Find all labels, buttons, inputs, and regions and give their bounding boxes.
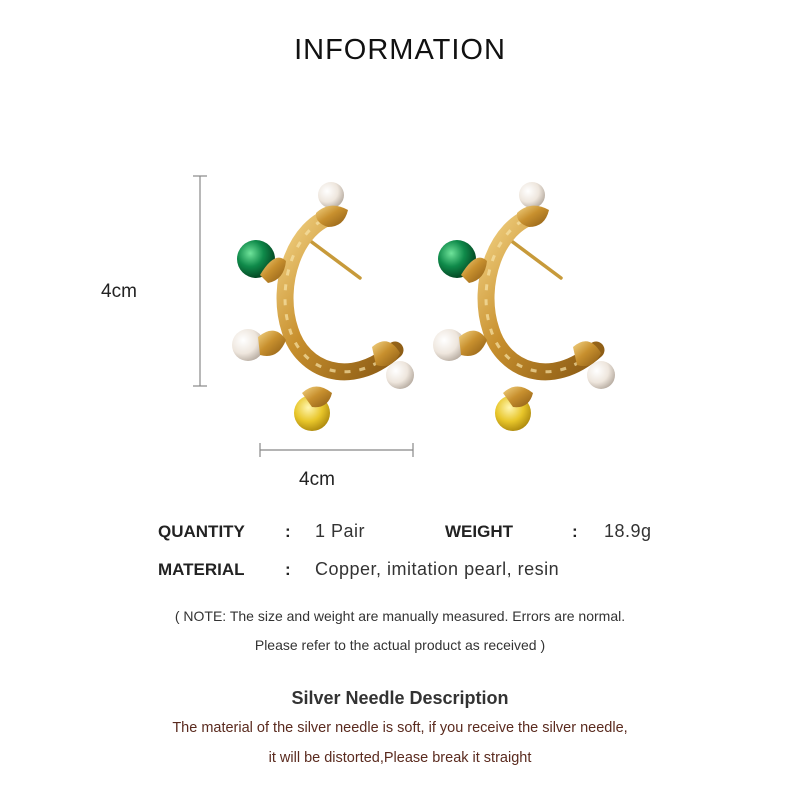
silver-needle-line-1: The material of the silver needle is soft, if you receive the silver needle, <box>172 720 628 736</box>
weight-separator: : <box>572 522 578 541</box>
material-value: Copper, imitation pearl, resin <box>315 559 560 579</box>
quantity-separator: : <box>285 522 291 541</box>
quantity-value: 1 Pair <box>315 521 366 541</box>
earrings-product-image <box>220 175 640 435</box>
width-ruler <box>256 440 418 460</box>
material-label: MATERIAL <box>158 560 245 579</box>
silver-needle-heading: Silver Needle Description <box>291 688 509 708</box>
note-line-1: ( NOTE: The size and weight are manually measured. Errors are normal. <box>174 608 626 624</box>
weight-label: WEIGHT <box>445 522 513 541</box>
material-separator: : <box>285 560 291 579</box>
weight-value: 18.9g <box>604 521 652 541</box>
page-title: INFORMATION <box>294 34 506 66</box>
quantity-label: QUANTITY <box>158 522 245 541</box>
width-label: 4cm <box>299 469 335 490</box>
height-ruler <box>190 170 214 392</box>
silver-needle-line-2: it will be distorted,Please break it straight <box>268 750 532 766</box>
note-line-2: Please refer to the actual product as received ) <box>254 637 546 653</box>
height-label: 4cm <box>101 281 137 302</box>
